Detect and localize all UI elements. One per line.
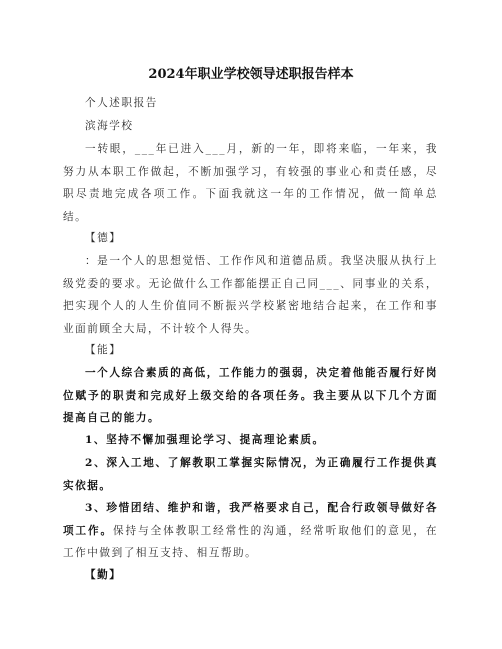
list-item-1: 1、坚持不懈加强理论学习、提高理论素质。 [85,434,325,446]
document-subtitle: 个人述职报告 [85,97,158,109]
section-heading-neng: 【能】 [85,344,122,356]
neng-paragraph: 一个人综合素质的高低，工作能力的强弱，决定着他能否履行好岗位赋予的职责和完成好上级交给的各项任务。我主要从以下几个方面提高自己的能力。 [63,367,438,424]
document-title: 2024年职业学校领导述职报告样本 [148,67,354,82]
de-paragraph: ：是一个人的思想觉悟、工作作风和道德品质。我坚决服从执行上级党委的要求。无论做什么工作都能摆正自己同___、同事业的关系，把实现个人的人生价值同不断振兴学校紧密地结合起来，在工作和事业面前顾全大局，不计较个人得失。 [63,255,438,335]
school-name: 滨海学校 [85,120,134,132]
section-heading-qin: 【勤】 [85,569,122,581]
list-item-3 [63,497,438,565]
intro-paragraph: 一转眼，___年已进入___月，新的一年，即将来临，一年来，我努力从本职工作做起，不断加强学习，有较强的事业心和责任感，尽职尽责地完成各项工作。下面我就这一年的工作情况，做一简单总结。 [63,143,438,223]
list-item-3-bold: 3、珍惜团结、维护和谐，我严格要求自己，配合行政领导做好各项工作。 [63,502,438,537]
list-item-2: 2、深入工地、了解教职工掌握实际情况，为正确履行工作提供真实依据。 [63,457,438,492]
list-item-3-rest: 保持与全体教职工经常性的沟通，经常听取他们的意见，在工作中做到了相互支持、相互帮助。 [63,524,438,559]
section-heading-de: 【德】 [85,232,122,244]
